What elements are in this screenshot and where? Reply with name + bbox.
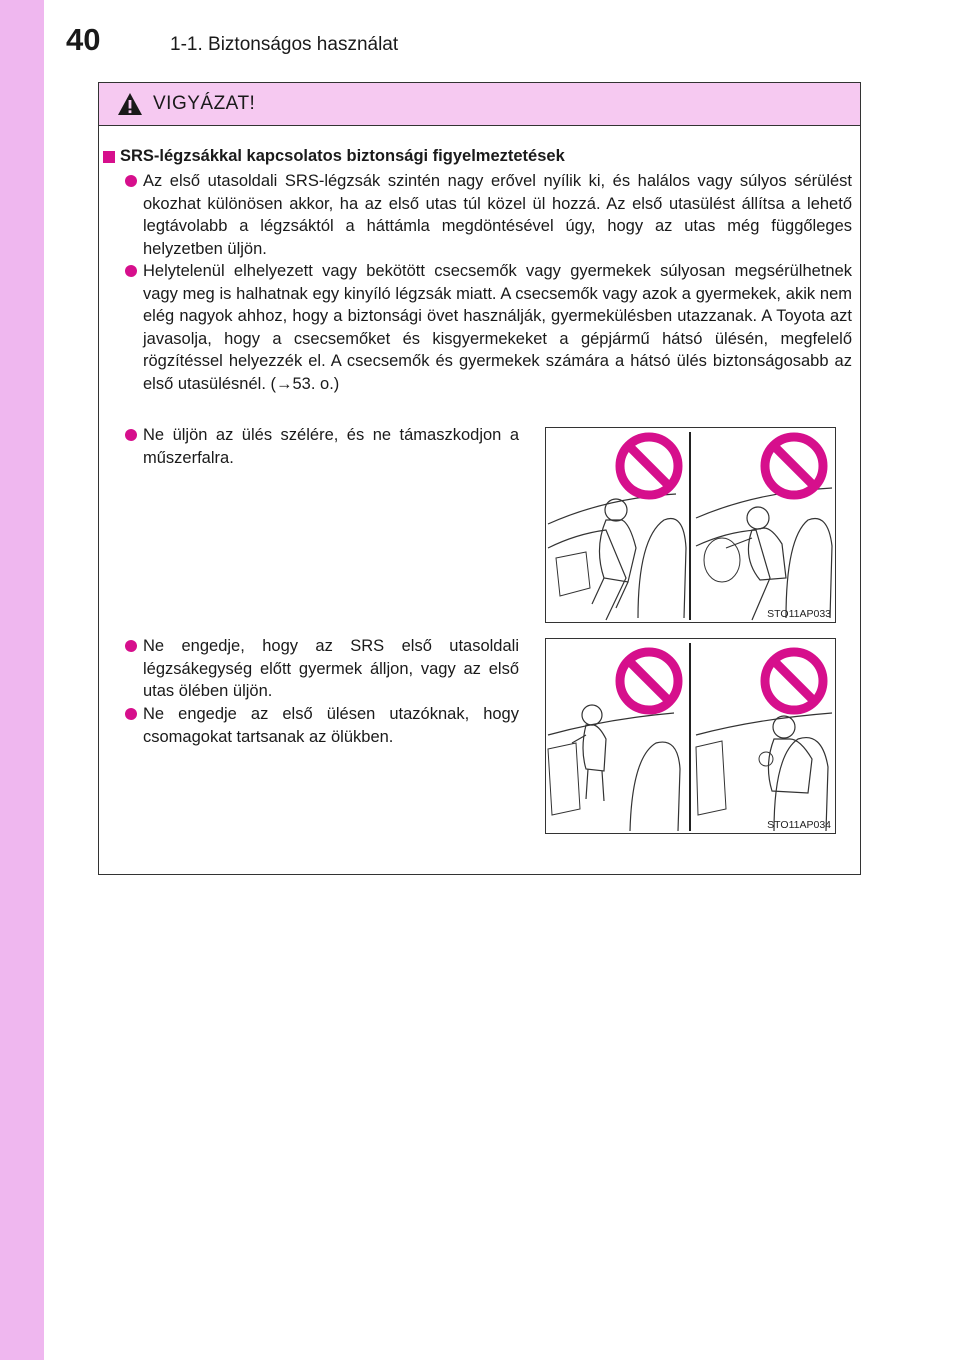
- warning-box: [98, 82, 861, 875]
- warning-title: VIGYÁZAT!: [153, 93, 256, 114]
- list-item-text: Az első utasoldali SRS-légzsák szintén nagy erővel nyílik ki, és halálos vagy súlyos sérülést okozhat különösen akkor, ha az első utas túl közel ül hozzá. Az első utasülést állítsa a lehető legtávolabb a légzsáktól a háttámla megdöntésével úgy, hogy az utas még függőleges helyzetben üljön.: [143, 172, 852, 258]
- list-item: [143, 635, 519, 703]
- warning-triangle-icon: [117, 92, 143, 116]
- list-item-text: Ne üljön az ülés szélére, és ne támaszkodjon a műszerfalra.: [143, 426, 519, 467]
- bullet-dot-icon: [125, 640, 137, 652]
- bullet-dot-icon: [125, 175, 137, 187]
- list-item: [143, 703, 519, 748]
- bullet-dot-icon: [125, 265, 137, 277]
- list-item-text: Ne engedje az első ülésen utazóknak, hogy csomagokat tartsanak az ölükben.: [143, 705, 519, 746]
- illustration-seat-edge: [545, 427, 836, 623]
- list-item: [143, 260, 852, 396]
- illustration-code: STO11AP034: [767, 819, 831, 831]
- warning-header: [99, 83, 860, 126]
- illustration-child-front: [545, 638, 836, 834]
- illustration-code: STO11AP033: [767, 608, 831, 620]
- side-thumb-band: [0, 0, 44, 1360]
- list-item: [143, 170, 852, 260]
- bullet-dot-icon: [125, 429, 137, 441]
- list-item: [143, 424, 519, 469]
- car-interior-illustration: [546, 639, 836, 834]
- page-number: 40: [66, 22, 101, 57]
- section-title: 1-1. Biztonságos használat: [170, 34, 399, 55]
- square-bullet-icon: [103, 151, 115, 163]
- warning-heading: [103, 147, 565, 166]
- car-interior-illustration: [546, 428, 836, 623]
- bullet-dot-icon: [125, 708, 137, 720]
- warning-heading-text: SRS-légzsákkal kapcsolatos biztonsági figyelmeztetések: [120, 147, 565, 165]
- list-item-text: Ne engedje, hogy az SRS első utasoldali légzsákegység előtt gyermek álljon, vagy az első utas ölében üljön.: [143, 637, 519, 701]
- list-item-text: Helytelenül elhelyezett vagy bekötött csecsemők vagy gyermekek súlyosan megsérülhetnek vagy meg is halhatnak egy kinyíló légzsák miatt. A csecsemők vagy azok a gyermekek, akik nem elég nagyok ahhoz, hogy a biztonsági övet használják, gyermekülésben utazzanak. A Toyota azt javasolja, hogy a csecsemőket és kisgyermekeket a gépjármű hátsó ülésén, megfelelő rögzítéssel helyezzék el. A csecsemők és gyermekek számára a hátsó ülés biztonságosabb az első utasülésnél. (→53. o.): [143, 262, 852, 393]
